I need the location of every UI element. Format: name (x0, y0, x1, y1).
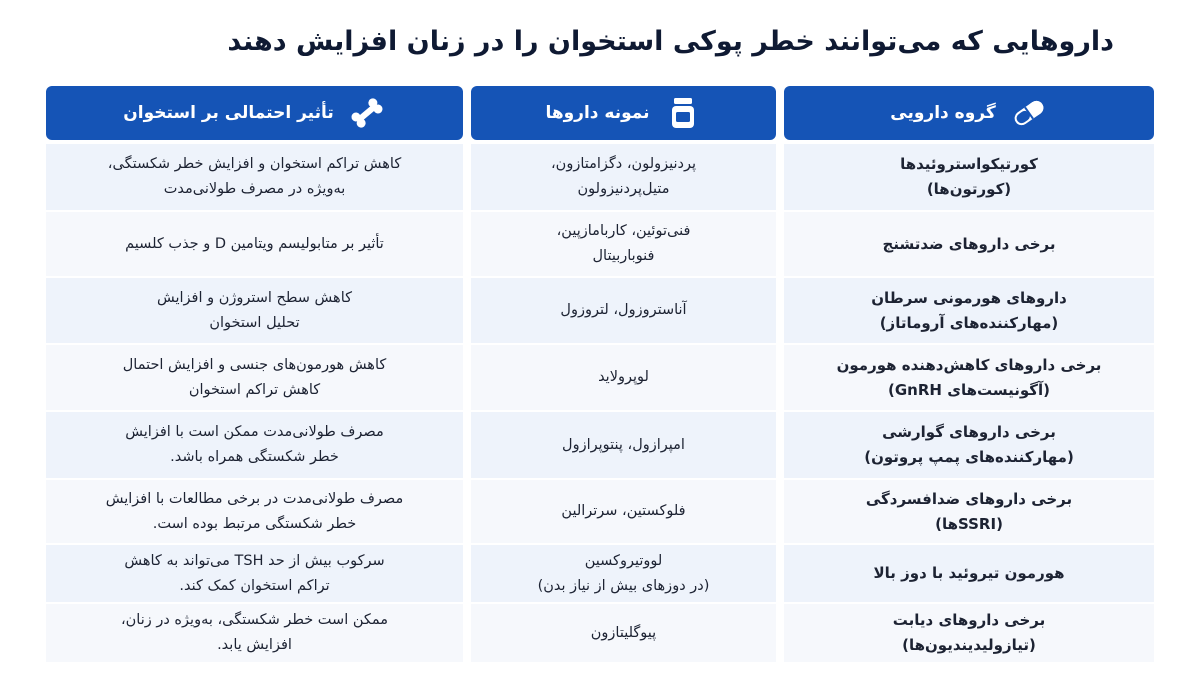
drug-group-cell: برخی داروهای ضدتشنج (784, 212, 1154, 276)
page-title: داروهایی که می‌توانند خطر پوکی استخوان را در زنان افزایش دهند (227, 26, 1114, 57)
bone-icon (348, 94, 386, 132)
medicine-bottle-icon (664, 94, 702, 132)
drug-group-cell: داروهای هورمونی سرطان (مهارکننده‌های آروماتاز) (784, 278, 1154, 343)
examples-cell: پیوگلیتازون (471, 604, 776, 662)
examples-cell: لوپرولاید (471, 345, 776, 410)
table-row (46, 212, 1154, 278)
examples-cell: فلوکستین، سرترالین (471, 480, 776, 543)
table-row (46, 604, 1154, 664)
table-row (46, 144, 1154, 212)
effect-cell: کاهش هورمون‌های جنسی و افزایش احتمال کاهش تراکم استخوان (46, 345, 463, 410)
examples-cell: لووتیروکسین (در دوزهای بیش از نیاز بدن) (471, 545, 776, 602)
effect-cell: ممکن است خطر شکستگی، به‌ویژه در زنان، افزایش یابد. (46, 604, 463, 662)
header-drug-group (784, 86, 1154, 140)
effect-cell: مصرف طولانی‌مدت ممکن است با افزایش خطر شکستگی همراه باشد. (46, 412, 463, 478)
examples-cell: فنی‌توئین، کاربامازپین، فنوباربیتال (471, 212, 776, 276)
drug-group-cell: برخی داروهای دیابت (تیازولیدیندیون‌ها) (784, 604, 1154, 662)
pill-capsule-icon (1010, 94, 1048, 132)
table-row (46, 412, 1154, 480)
drug-group-cell: برخی داروهای کاهش‌دهنده هورمون (آگونیست‌های GnRH) (784, 345, 1154, 410)
header-examples (471, 86, 776, 140)
drug-group-cell: برخی داروهای گوارشی (مهارکننده‌های پمپ پروتون) (784, 412, 1154, 478)
table-header-row (46, 86, 1154, 140)
examples-cell: پردنیزولون، دگزامتازون، متیل‌پردنیزولون (471, 144, 776, 210)
effect-cell: سرکوب بیش از حد TSH می‌تواند به کاهش تراکم استخوان کمک کند. (46, 545, 463, 602)
examples-cell: آناستروزول، لتروزول (471, 278, 776, 343)
effect-cell: کاهش تراکم استخوان و افزایش خطر شکستگی، به‌ویژه در مصرف طولانی‌مدت (46, 144, 463, 210)
effect-cell: کاهش سطح استروژن و افزایش تحلیل استخوان (46, 278, 463, 343)
drug-group-cell: هورمون تیروئید با دوز بالا (784, 545, 1154, 602)
medication-table (46, 86, 1154, 664)
table-row (46, 480, 1154, 545)
table-row (46, 345, 1154, 412)
table-body (46, 144, 1154, 664)
effect-cell: مصرف طولانی‌مدت در برخی مطالعات با افزایش خطر شکستگی مرتبط بوده است. (46, 480, 463, 543)
drug-group-cell: کورتیکواستروئیدها (کورتون‌ها) (784, 144, 1154, 210)
header-examples-label: نمونه داروها (545, 103, 650, 123)
header-drug-group-label: گروه دارویی (890, 103, 996, 123)
table-row (46, 545, 1154, 604)
header-effect-label: تأثیر احتمالی بر استخوان (123, 103, 334, 123)
header-effect (46, 86, 463, 140)
effect-cell: تأثیر بر متابولیسم ویتامین D و جذب کلسیم (46, 212, 463, 276)
examples-cell: امپرازول، پنتوپرازول (471, 412, 776, 478)
table-row (46, 278, 1154, 345)
drug-group-cell: برخی داروهای ضدافسردگی (SSRIها) (784, 480, 1154, 543)
